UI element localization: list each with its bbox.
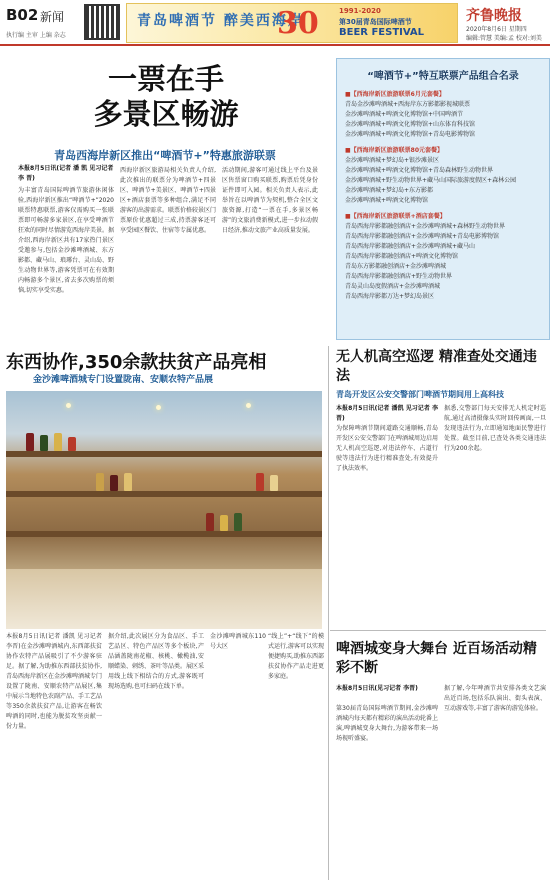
article-column-3: 活动期间,游客可通过线上平台及景区售票窗口购买联票,购票后凭身份证件即可入园。相关负责人表示,此举旨在以啤酒节为契机,整合全区文旅资源,打造“一票在手,多景区畅游”的文旅消费新模式,进一步拉动假日经济,推动文旅产业高质量发展。: [222, 167, 318, 234]
bottle: [270, 475, 278, 491]
list-item: 青岛西海岸影都融创酒店+野生动物世界: [345, 273, 453, 280]
ticket-section-heading: ■【西海岸新区旅游联票+酒店套餐】: [345, 213, 446, 220]
qr-code-icon: [84, 4, 120, 40]
shelf: [6, 491, 322, 497]
list-item: 青岛西海岸影都融创酒店+金沙滩啤酒城+森林野生动物世界: [345, 223, 506, 230]
list-item: 金沙滩啤酒城+啤酒文化博物馆: [345, 197, 429, 204]
column-divider: [328, 346, 329, 880]
ceiling-lamp: [66, 403, 71, 408]
list-item: 青岛西海岸影都融创酒店+啤酒文化博物馆: [345, 253, 459, 260]
story2-column-2: 据介绍,此次展区分为食品区、手工艺品区、特色产品区等多个板块,产品涵盖陇南花椒、核桃、橄榄油,安顺蜡染、刺绣、茶叶等品类。展区采用线上线下相结合的方式,游客既可现场选购,也可扫码在线下单。: [108, 633, 204, 690]
story3-headline: 无人机高空巡逻 精准查处交通违法: [336, 349, 537, 384]
list-item: 金沙滩啤酒城+梦幻岛+银沙滩景区: [345, 157, 440, 164]
story2-column-4: “线上”+“线下”的模式运行,游客可以实现便捷购买,助推东西部扶贫协作产品走进更多家庭。: [268, 633, 324, 680]
story4-column-2: 据了解,今年啤酒节共安排各类文艺演出近百场,包括乐队演出、街头表演、互动游戏等,丰富了游客的游览体验。: [444, 685, 546, 712]
list-item: 金沙滩啤酒城+啤酒文化博物馆+青岛电影博物馆: [345, 131, 476, 138]
masthead-logo: 齐鲁晚报: [466, 8, 522, 24]
bottle: [206, 513, 214, 531]
story2-column-1: 本报8月5日讯(记者 潘凯 见习记者 李晋)在金沙滩啤酒城内,东西部扶贫协作农特产品展吸引了不少游客驻足。据了解,为助推东西部扶贫协作,青岛西海岸新区在金沙滩啤酒城专门设置了陇南、安顺农特产品展区,集中展示当地特色农副产品、手工艺品等350余款扶贫产品,让游客在畅饮啤酒的同时,也能为脱贫攻坚贡献一份力量。: [6, 633, 102, 730]
ceiling-lamp: [246, 403, 251, 408]
ticket-list-box: [336, 58, 550, 340]
list-item: 青岛金沙滩啤酒城+西海岸东方影都影视城联票: [345, 101, 471, 108]
list-item: 金沙滩啤酒城+啤酒文化博物馆+青岛森林野生动物世界: [345, 167, 494, 174]
story4-byline: 本报8月5日讯(见习记者 李晋): [336, 685, 418, 692]
beer-festival-banner: [126, 3, 458, 43]
section-name: 新闻: [40, 10, 65, 24]
banner-festival-name: 第30届青岛国际啤酒节: [339, 18, 412, 26]
ticket-section-list: [345, 100, 545, 140]
page-header: [0, 0, 550, 46]
bottle: [54, 433, 62, 451]
ticket-section-heading: ■【西海岸新区旅游联票80元套餐】: [345, 147, 444, 154]
ticket-list-title: “啤酒节+”特互联票产品组合名录: [367, 71, 519, 82]
story-divider: [330, 630, 546, 631]
story4-column-1: 第30届青岛国际啤酒节期间,金沙滩啤酒城内每天都有精彩的演出活动轮番上演,啤酒城变身大舞台,为游客带来一场场视听盛宴。: [336, 705, 438, 742]
article-column-2: 西海岸新区旅游局相关负责人介绍,此次推出的联票分为啤酒节+四景区、啤酒节+美景区、啤酒节+四景区+酒店套票等多种组合,满足不同游客的出游需求。联票价格较景区门票原价优惠超过三成,持票游客还可享受园区餐饮、住宿等专属优惠。: [120, 167, 216, 234]
list-item: 金沙滩啤酒城+野生动物世界+藏马山国际旅游度假区+森林公园: [345, 177, 517, 184]
story3-column-2: 据悉,交警部门每天安排无人机定时巡航,通过高清摄像头实时回传画面,一旦发现违法行为,立即通知地面民警进行处置。截至目前,已查处各类交通违法行为200余起。: [444, 405, 546, 452]
staff-credits: 编辑:管慧 美编:孟 校对:刘美: [466, 35, 542, 42]
ceiling-lamp: [156, 405, 161, 410]
shop-counter: [6, 569, 322, 629]
bottle: [256, 473, 264, 491]
shelf: [6, 531, 322, 537]
story3-subheadline: 青岛开发区公安交警部门啤酒节期间用上高科技: [336, 390, 504, 399]
top-story: [6, 52, 546, 342]
bottle: [124, 473, 132, 491]
story3-byline: 本报8月5日讯(记者 潘凯 见习记者 李晋): [336, 405, 438, 422]
list-item: 金沙滩啤酒城+啤酒文化博物馆+中国啤酒节: [345, 111, 464, 118]
headline: [46, 62, 286, 132]
bottle: [220, 515, 228, 531]
list-item: 青岛西海岸影都融创酒店+金沙滩啤酒城+青岛电影博物馆: [345, 233, 500, 240]
bottle: [234, 513, 242, 531]
ticket-section-list: [345, 156, 545, 206]
page-number: B02: [6, 6, 39, 24]
list-item: 青岛西海岸影都万达+梦幻岛景区: [345, 293, 435, 300]
list-item: 金沙滩啤酒城+啤酒文化博物馆+山东体育科技馆: [345, 121, 476, 128]
list-item: 青岛东方影都融创酒店+金沙滩啤酒城: [345, 263, 447, 270]
ticket-section-heading: ■【西海岸新区旅游联票6月元套餐】: [345, 91, 445, 98]
bottle: [26, 433, 34, 451]
article-column-1: 为丰富青岛国际啤酒节旅游休闲体验,西海岸新区推出“啤酒节+”2020联票特惠联票,游客仅需购买一张联票即可畅游多家景区,在享受啤酒节狂欢的同时尽情游览西海岸美景。据介绍,西海岸新区共有17家热门景区受邀参与,包括金沙滩啤酒城、东方影都、藏马山、琅琊台、灵山岛、野生动物世界等,游客凭票可在有效期内畅游多个景区,省去多次购票的烦恼,切实享受实惠。: [18, 187, 114, 294]
story4-headline: 啤酒城变身大舞台 近百场活动精彩不断: [336, 641, 537, 676]
headline-line-2: 多景区畅游: [93, 97, 239, 131]
header-divider: [0, 44, 550, 46]
banner-slogan: 青岛啤酒节 醉美西海岸: [137, 13, 304, 29]
banner-anniversary-number: 30: [277, 6, 319, 41]
headline-line-1: 一票在手: [107, 62, 224, 96]
list-item: 青岛西海岸影都融创酒店+金沙滩啤酒城+藏马山: [345, 243, 476, 250]
byline: 本报8月5日讯(记者 潘 凯 见习记者 李 晋): [18, 165, 114, 182]
bottle: [110, 475, 118, 491]
bottle: [68, 437, 76, 451]
story2-column-3: 金沙滩啤酒城东110号大区: [210, 633, 266, 650]
banner-years: 1991-2020: [339, 7, 381, 15]
wine-shop-photo: [6, 391, 322, 629]
ticket-section-list: [345, 222, 545, 302]
subheadline: 青岛西海岸新区推出“啤酒节+”特惠旅游联票: [54, 149, 276, 162]
story2-subheadline: 金沙滩啤酒城专门设置陇南、安顺农特产品展: [33, 375, 214, 385]
bottle: [40, 435, 48, 451]
bottle: [96, 473, 104, 491]
issue-date: 2020年8月6日 星期四: [466, 26, 527, 33]
story3-column-1: 为保障啤酒节期间道路交通顺畅,青岛开发区公安交警部门在啤酒城周边启用无人机高空巡逻,对违法停车、占道行驶等违法行为进行精准查处,有效提升了执法效率。: [336, 425, 438, 472]
editor-line: 执行编 主审 上编 杂志: [6, 32, 66, 39]
list-item: 金沙滩啤酒城+梦幻岛+东方影都: [345, 187, 434, 194]
story2-headline: 东西协作,350余款扶贫产品亮相: [6, 352, 267, 373]
list-item: 青岛灵山岛度假酒店+金沙滩啤酒城: [345, 283, 441, 290]
banner-english-name: BEER FESTIVAL: [339, 27, 425, 38]
shelf: [6, 451, 322, 457]
